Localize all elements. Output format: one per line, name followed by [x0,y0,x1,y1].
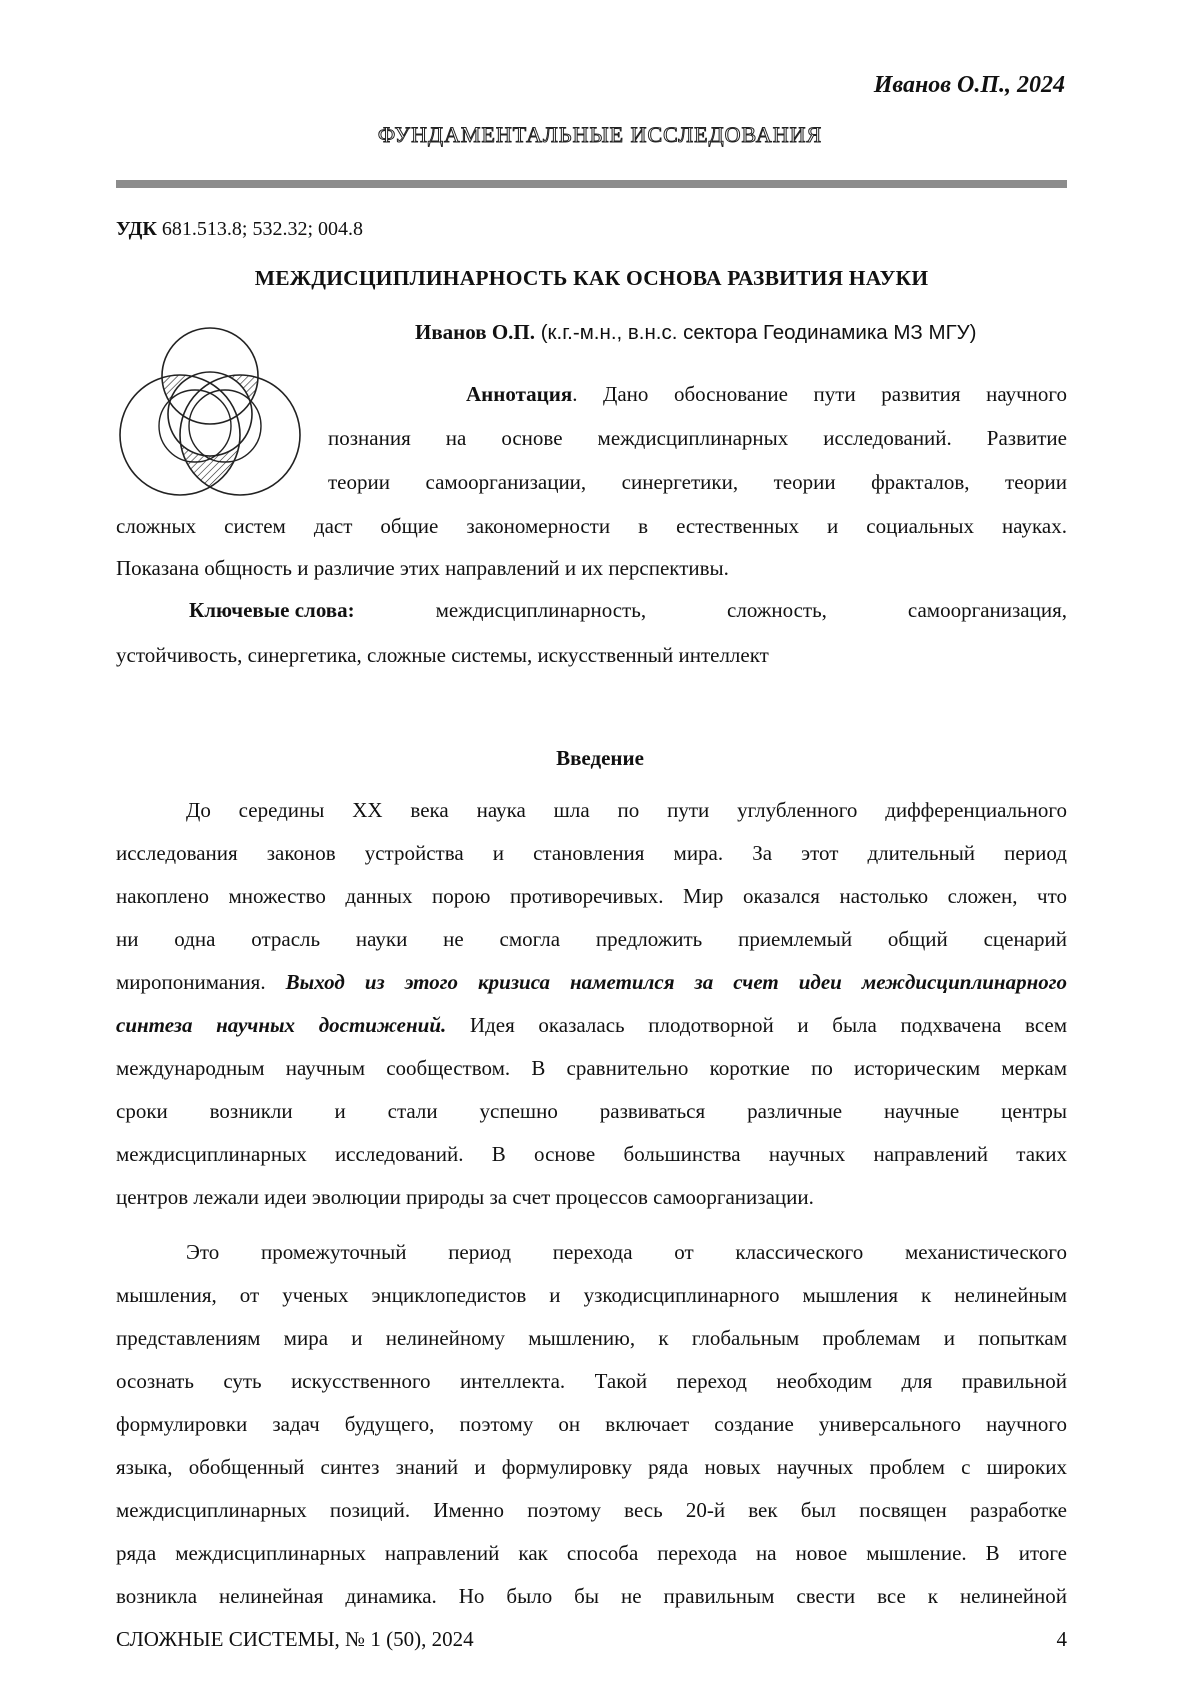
body-line: языка, обобщенный синтез знаний и формулировку ряда новых научных проблем с широких [116,1455,1067,1479]
body-line: международным научным сообществом. В сравнительно короткие по историческим меркам [116,1056,1067,1080]
header-divider [116,180,1067,188]
abstract-line-1: Аннотация. Дано обоснование пути развития научного [466,382,1067,406]
running-author: Иванов О.П., 2024 [873,72,1065,98]
abstract-line-3: теории самоорганизации, синергетики, теории фракталов, теории [328,470,1067,494]
abstract-label: Аннотация [466,382,573,406]
keyword: междисциплинарность, [435,598,647,622]
body-line: До середины XX века наука шла по пути углубленного дифференциального [186,798,1067,822]
body-line: сроки возникли и стали успешно развиваться различные научные центры [116,1099,1067,1123]
author-line [415,320,977,345]
abstract-line-4: сложных систем даст общие закономерности в естественных и социальных науках. [116,514,1067,538]
body-line: накоплено множество данных порою противоречивых. Мир оказался настолько сложен, что [116,884,1067,908]
body-line: междисциплинарных исследований. В основе большинства научных направлений таких [116,1142,1067,1166]
body-line: ряда междисциплинарных направлений как способа перехода на новое мышление. В итоге [116,1541,1067,1565]
journal-section-header: ФУНДАМЕНТАЛЬНЫЕ ИССЛЕДОВАНИЯ [377,122,823,147]
keywords-label: Ключевые слова: [189,598,355,622]
body-line: представлениям мира и нелинейному мышлению, к глобальным проблемам и попыткам [116,1326,1067,1350]
abstract-line-5: Показана общность и различие этих направлений и их перспективы. [116,556,729,580]
body-line: осознать суть искусственного интеллекта. Такой переход необходим для правильной [116,1369,1067,1393]
emphasis-text: синтеза научных достижений. [116,1013,447,1037]
body-line: миропонимания. Выход из этого кризиса наметился за счет идеи междисциплинарного [116,970,1067,994]
body-line: междисциплинарных позиций. Именно поэтому весь 20-й век был посвящен разработке [116,1498,1067,1522]
udk-codes: 681.513.8; 532.32; 004.8 [161,218,364,240]
keywords-line [116,598,1067,623]
body-line: исследования законов устройства и становления мира. За этот длительный период [116,841,1067,865]
footer-journal: СЛОЖНЫЕ СИСТЕМЫ, № 1 (50), 2024 [116,1627,474,1651]
page-number: 4 [1056,1627,1067,1651]
three-circles-logo-icon [115,318,305,508]
section-heading: Введение [556,746,644,770]
keywords-continuation: устойчивость, синергетика, сложные системы, искусственный интеллект [116,643,769,667]
abstract-line-2: познания на основе междисциплинарных исследований. Развитие [328,426,1067,450]
body-line: синтеза научных достижений. Идея оказалась плодотворной и была подхвачена всем [116,1013,1068,1037]
body-line: возникла нелинейная динамика. Но было бы не правильным свести все к нелинейной [116,1584,1067,1608]
body-line: ни одна отрасль науки не смогла предложить приемлемый общий сценарий [116,927,1067,951]
body-line: центров лежали идеи эволюции природы за счет процессов самоорганизации. [116,1185,814,1209]
body-line: Это промежуточный период перехода от классического механистического [186,1240,1067,1264]
keyword: самоорганизация, [907,598,1067,622]
author-name: Иванов О.П. [415,320,536,344]
author-affiliation: (к.г.-м.н., в.н.с. сектора Геодинамика МЗ МГУ) [540,321,977,344]
keyword: сложность, [727,598,827,622]
article-title: МЕЖДИСЦИПЛИНАРНОСТЬ КАК ОСНОВА РАЗВИТИЯ НАУКИ [254,266,929,290]
udk-label: УДК [116,218,157,240]
body-line: мышления, от ученых энциклопедистов и узкодисциплинарного мышления к нелинейным [116,1283,1067,1307]
emphasis-text: Выход из этого кризиса наметился за счет идеи междисциплинарного [285,970,1067,994]
body-line: формулировки задач будущего, поэтому он включает создание универсального научного [116,1412,1067,1436]
udk-line [116,218,363,241]
